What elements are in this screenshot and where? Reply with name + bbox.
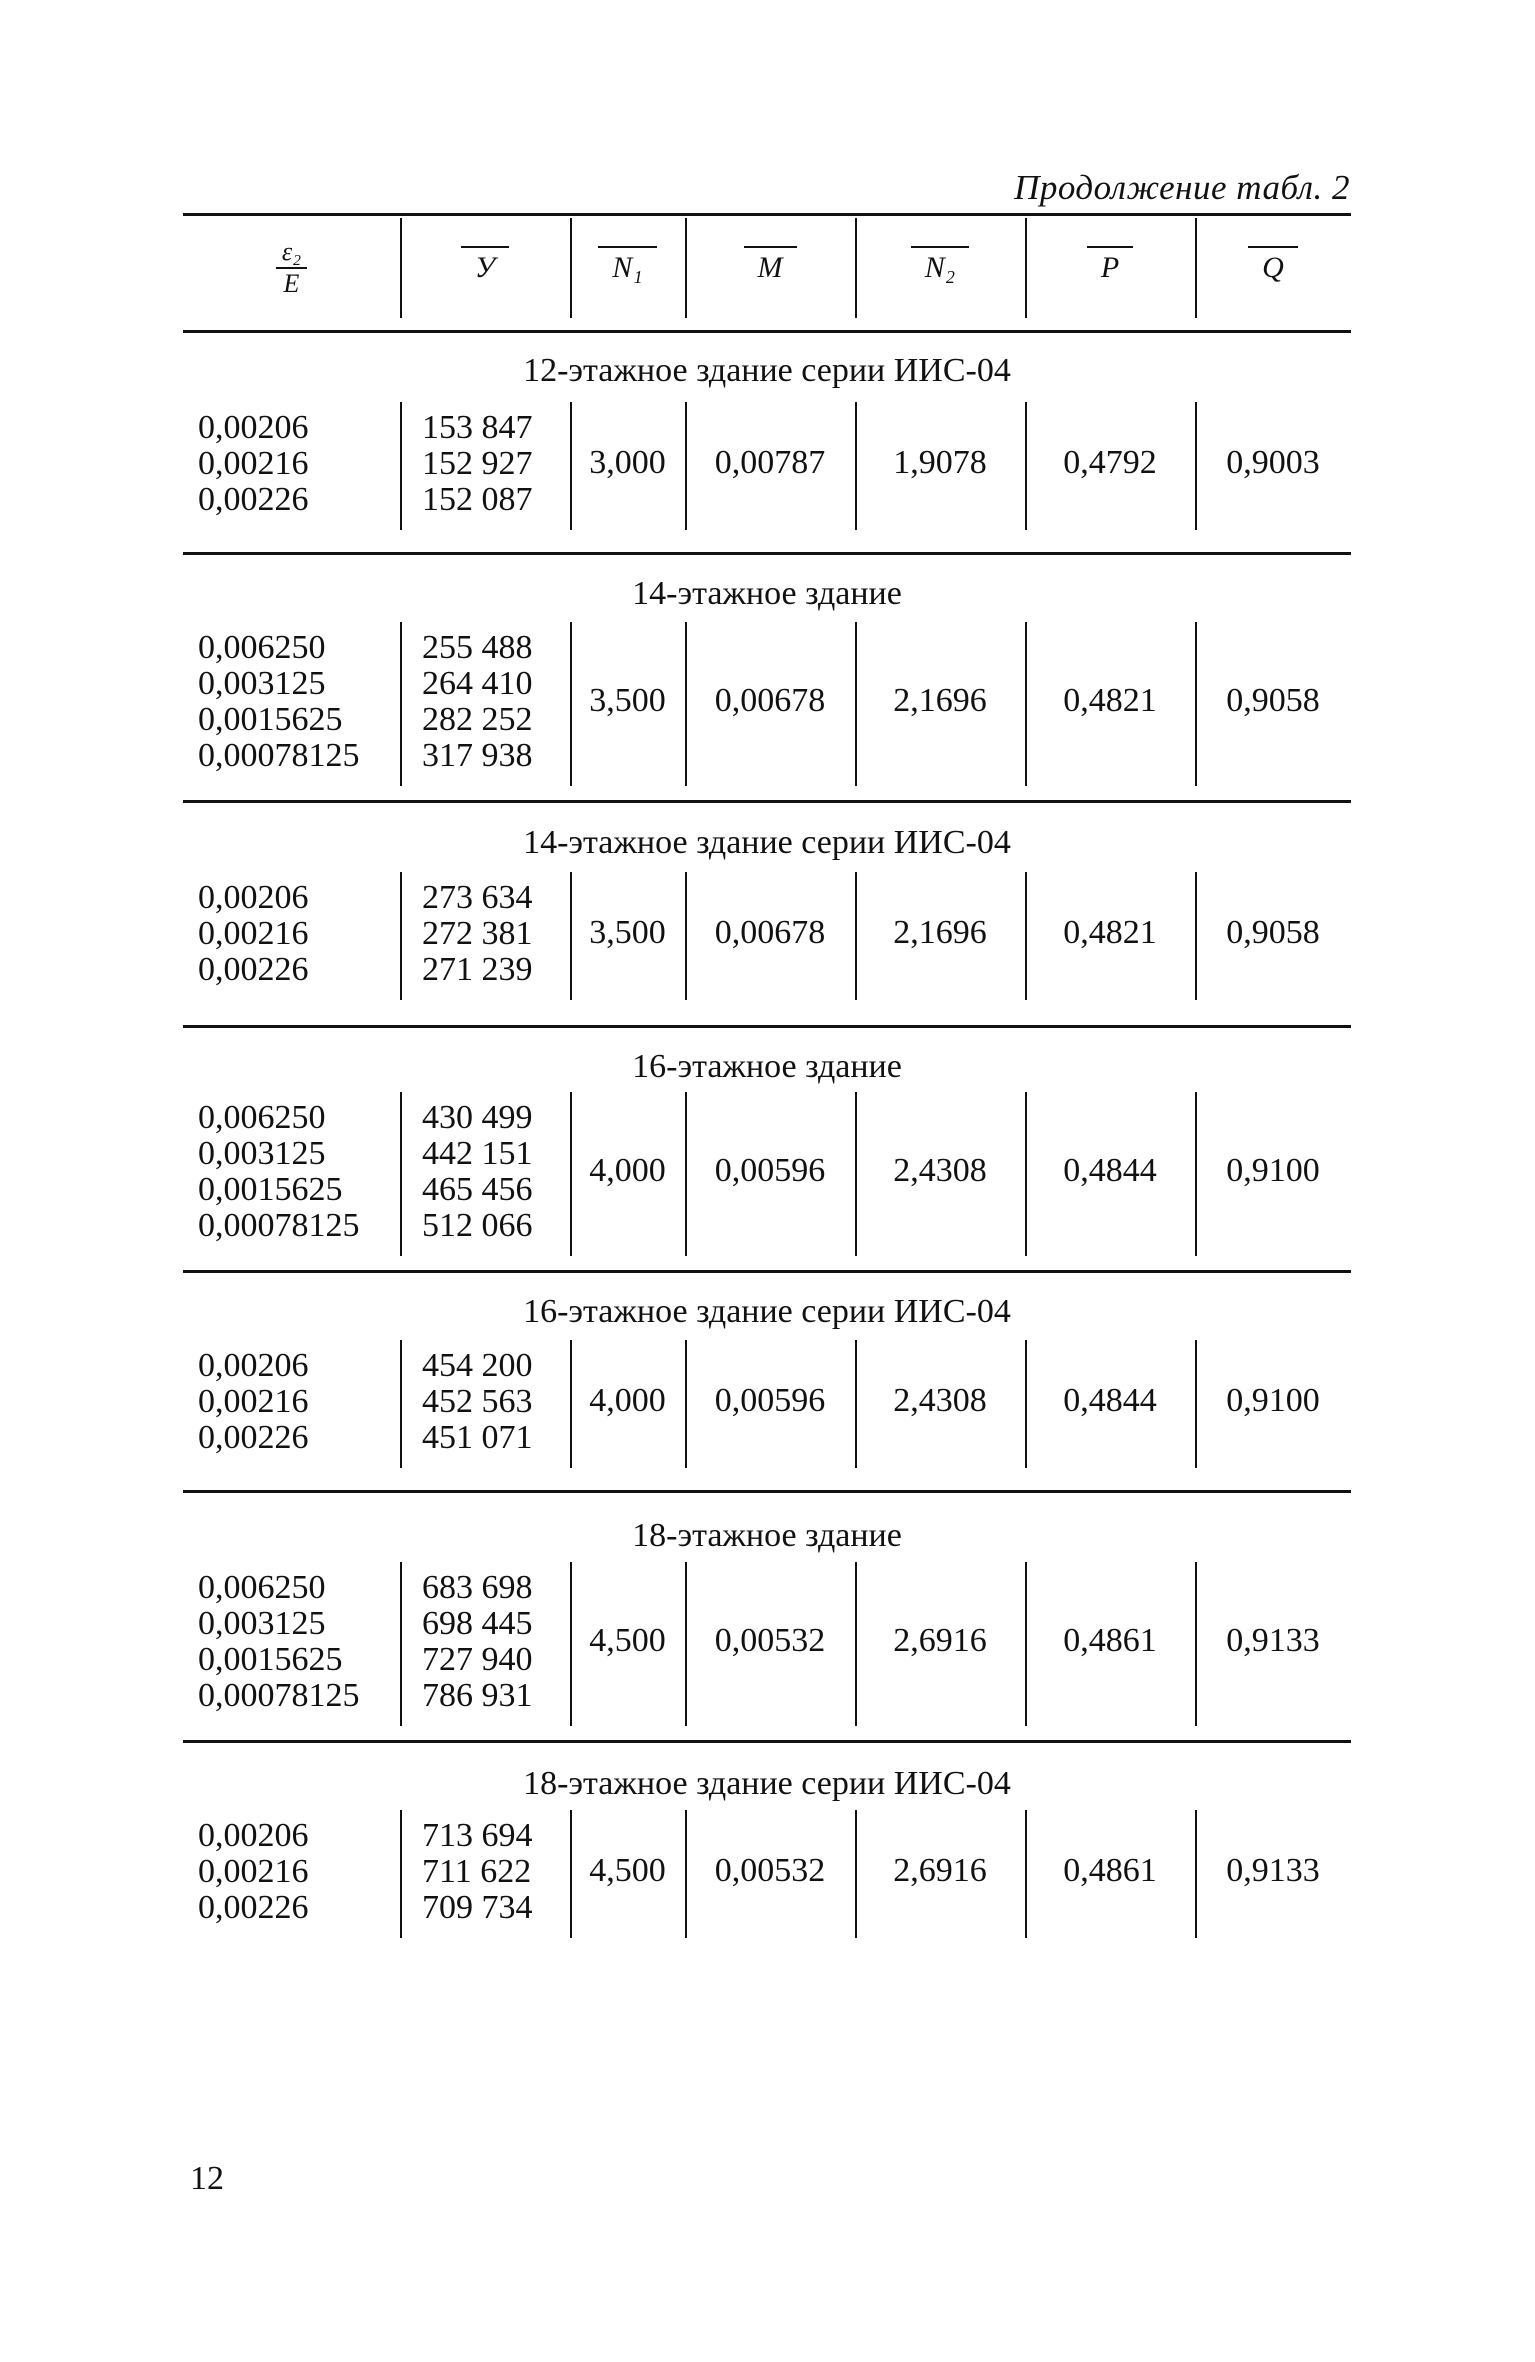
header-divider (400, 218, 402, 318)
table-caption: Продолжение табл. 2 (1014, 168, 1350, 207)
header-n2 (855, 215, 1025, 320)
section-rule (183, 1270, 1351, 1273)
y-cell: 698 445 (422, 1605, 533, 1642)
ratio-cell: 0,00226 (198, 1889, 309, 1926)
header-y (400, 215, 570, 320)
header-m (685, 215, 855, 320)
section-rule (183, 1490, 1351, 1493)
header-q (1195, 215, 1351, 320)
y-cell: 255 488 (422, 629, 533, 666)
p-value: 0,4821 (1063, 914, 1157, 951)
y-cell: 430 499 (422, 1099, 533, 1136)
header-n1-label: N₁ (612, 250, 643, 284)
ratio-denominator: E (283, 268, 300, 298)
y-list (422, 880, 533, 988)
p-value: 0,4861 (1063, 1852, 1157, 1889)
y-list (422, 1818, 533, 1926)
n1-value: 4,000 (589, 1152, 666, 1189)
n2-value: 2,6916 (893, 1622, 987, 1659)
y-cell: 282 252 (422, 701, 533, 738)
ratio-cell: 0,0015625 (198, 701, 343, 738)
m-value: 0,00678 (714, 914, 826, 951)
y-list (422, 1570, 533, 1714)
ratio-cell: 0,00216 (198, 445, 309, 482)
page-number: 12 (190, 2160, 224, 2197)
column-divider (400, 1340, 402, 1468)
ratio-list (198, 880, 309, 988)
y-cell: 272 381 (422, 915, 533, 952)
m-value: 0,00787 (714, 444, 826, 481)
y-cell: 317 938 (422, 737, 533, 774)
column-divider (400, 1562, 402, 1726)
ratio-cell: 0,00078125 (198, 1677, 360, 1714)
y-list (422, 1348, 533, 1456)
y-cell: 273 634 (422, 879, 533, 916)
y-cell: 452 563 (422, 1383, 533, 1420)
y-cell: 683 698 (422, 1569, 533, 1606)
n1-value: 3,500 (589, 914, 666, 951)
header-divider (570, 218, 572, 318)
q-value: 0,9133 (1226, 1852, 1320, 1889)
y-cell: 152 087 (422, 481, 533, 518)
ratio-cell: 0,003125 (198, 1135, 326, 1172)
y-cell: 512 066 (422, 1207, 533, 1244)
p-value: 0,4821 (1063, 682, 1157, 719)
m-value: 0,00532 (714, 1852, 826, 1889)
ratio-cell: 0,00216 (198, 1383, 309, 1420)
n1-value: 4,500 (589, 1852, 666, 1889)
ratio-list (198, 630, 360, 774)
ratio-cell: 0,00216 (198, 1853, 309, 1890)
header-divider (1195, 218, 1197, 318)
header-n2-label: N₂ (924, 250, 956, 284)
y-list (422, 1100, 533, 1244)
section-title: 12-этажное здание серии ИИС-04 (523, 352, 1011, 389)
header-p-label: P (1100, 250, 1120, 284)
header-divider (1025, 218, 1027, 318)
q-value: 0,9100 (1226, 1152, 1320, 1189)
y-list (422, 410, 533, 518)
ratio-cell: 0,00206 (198, 1817, 309, 1854)
ratio-list (198, 1100, 360, 1244)
column-divider (400, 872, 402, 1000)
ratio-cell: 0,00226 (198, 1419, 309, 1456)
ratio-cell: 0,00206 (198, 1347, 309, 1384)
y-cell: 451 071 (422, 1419, 533, 1456)
y-cell: 709 734 (422, 1889, 533, 1926)
header-m-label: M (757, 250, 783, 284)
ratio-cell: 0,00078125 (198, 1207, 360, 1244)
section-title: 14-этажное здание (632, 575, 902, 612)
p-value: 0,4861 (1063, 1622, 1157, 1659)
ratio-list (198, 1818, 309, 1926)
y-cell: 152 927 (422, 445, 533, 482)
column-divider (400, 402, 402, 530)
y-cell: 442 151 (422, 1135, 533, 1172)
column-divider (400, 622, 402, 786)
y-cell: 454 200 (422, 1347, 533, 1384)
section-title: 16-этажное здание серии ИИС-04 (523, 1293, 1011, 1330)
q-value: 0,9133 (1226, 1622, 1320, 1659)
section-rule (183, 552, 1351, 555)
y-cell: 264 410 (422, 665, 533, 702)
section-title: 16-этажное здание (632, 1048, 902, 1085)
y-cell: 153 847 (422, 409, 533, 446)
ratio-cell: 0,00206 (198, 879, 309, 916)
ratio-cell: 0,00078125 (198, 737, 360, 774)
section-title: 18-этажное здание серии ИИС-04 (523, 1765, 1011, 1802)
y-cell: 713 694 (422, 1817, 533, 1854)
ratio-cell: 0,00226 (198, 951, 309, 988)
column-divider (400, 1092, 402, 1256)
n2-value: 2,1696 (893, 682, 987, 719)
ratio-list (198, 1570, 360, 1714)
header-divider (685, 218, 687, 318)
n2-value: 1,9078 (893, 444, 987, 481)
m-value: 0,00678 (714, 682, 826, 719)
ratio-fraction (276, 237, 307, 299)
p-value: 0,4844 (1063, 1382, 1157, 1419)
ratio-numerator: ε₂ (276, 237, 307, 269)
header-p (1025, 215, 1195, 320)
section-title: 14-этажное здание серии ИИС-04 (523, 824, 1011, 861)
m-value: 0,00532 (714, 1622, 826, 1659)
header-ratio (183, 215, 400, 320)
q-value: 0,9003 (1226, 444, 1320, 481)
section-title: 18-этажное здание (632, 1517, 902, 1554)
section-rule (183, 1740, 1351, 1743)
section-rule (183, 1025, 1351, 1028)
ratio-cell: 0,00206 (198, 409, 309, 446)
ratio-cell: 0,00216 (198, 915, 309, 952)
ratio-cell: 0,0015625 (198, 1171, 343, 1208)
section-rule (183, 800, 1351, 803)
y-cell: 271 239 (422, 951, 533, 988)
header-q-label: Q (1262, 250, 1284, 284)
n1-value: 3,500 (589, 682, 666, 719)
column-divider (400, 1810, 402, 1938)
header-y-label: У (474, 250, 496, 284)
header-divider (855, 218, 857, 318)
n1-value: 4,500 (589, 1622, 666, 1659)
m-value: 0,00596 (714, 1382, 826, 1419)
ratio-cell: 0,0015625 (198, 1641, 343, 1678)
ratio-cell: 0,006250 (198, 629, 326, 666)
q-value: 0,9058 (1226, 682, 1320, 719)
y-list (422, 630, 533, 774)
p-value: 0,4792 (1063, 444, 1157, 481)
n1-value: 4,000 (589, 1382, 666, 1419)
section-rule (183, 330, 1351, 333)
n2-value: 2,4308 (893, 1382, 987, 1419)
q-value: 0,9058 (1226, 914, 1320, 951)
ratio-list (198, 1348, 309, 1456)
y-cell: 727 940 (422, 1641, 533, 1678)
ratio-cell: 0,003125 (198, 665, 326, 702)
m-value: 0,00596 (714, 1152, 826, 1189)
header-n1 (570, 215, 685, 320)
n2-value: 2,6916 (893, 1852, 987, 1889)
n2-value: 2,4308 (893, 1152, 987, 1189)
y-cell: 786 931 (422, 1677, 533, 1714)
ratio-cell: 0,006250 (198, 1099, 326, 1136)
q-value: 0,9100 (1226, 1382, 1320, 1419)
ratio-list (198, 410, 309, 518)
p-value: 0,4844 (1063, 1152, 1157, 1189)
n1-value: 3,000 (589, 444, 666, 481)
y-cell: 711 622 (422, 1853, 532, 1890)
ratio-cell: 0,003125 (198, 1605, 326, 1642)
ratio-cell: 0,006250 (198, 1569, 326, 1606)
ratio-cell: 0,00226 (198, 481, 309, 518)
n2-value: 2,1696 (893, 914, 987, 951)
y-cell: 465 456 (422, 1171, 533, 1208)
